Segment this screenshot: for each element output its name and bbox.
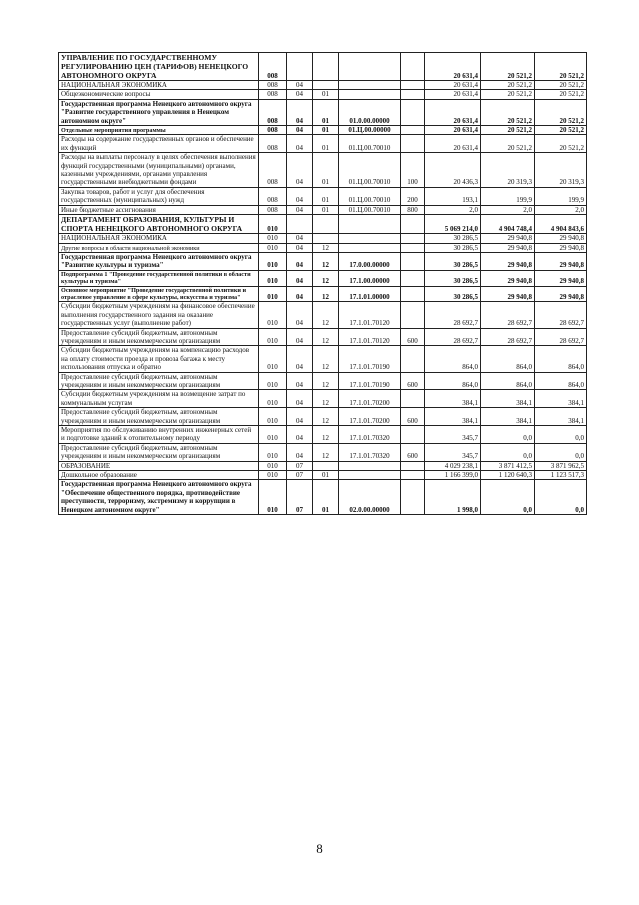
row-name-cell: Предоставление субсидий бюджетным, автономным учреждениям и иным некоммерческим организациям — [59, 372, 259, 390]
expense-type-cell — [401, 135, 425, 153]
subsection-code-cell: 12 — [313, 243, 339, 252]
section-code-cell: 04 — [287, 234, 313, 243]
section-code-cell: 04 — [287, 90, 313, 99]
target-article-cell: 01.Ц.00.70010 — [339, 205, 401, 214]
section-code-cell: 04 — [287, 135, 313, 153]
expense-type-cell: 600 — [401, 372, 425, 390]
subsection-code-cell: 12 — [313, 390, 339, 408]
amount-cell-3: 29 940,8 — [535, 243, 587, 252]
amount-cell-3: 0,0 — [535, 480, 587, 515]
amount-cell-2: 20 319,3 — [481, 153, 535, 188]
target-article-cell — [339, 90, 401, 99]
target-article-cell: 01.0.00.00000 — [339, 99, 401, 125]
table-row — [59, 471, 587, 480]
table-row — [59, 135, 587, 153]
amount-cell-2: 4 904 748,4 — [481, 215, 535, 234]
amount-cell-1: 20 631,4 — [425, 126, 481, 135]
expense-type-cell: 600 — [401, 328, 425, 346]
amount-cell-1: 30 286,5 — [425, 270, 481, 286]
amount-cell-3: 0,0 — [535, 426, 587, 444]
subsection-code-cell: 12 — [313, 302, 339, 328]
target-article-cell: 17.1.01.70120 — [339, 302, 401, 328]
amount-cell-3: 28 692,7 — [535, 302, 587, 328]
amount-cell-1: 20 631,4 — [425, 81, 481, 90]
target-article-cell — [339, 471, 401, 480]
amount-cell-3: 20 521,2 — [535, 90, 587, 99]
amount-cell-1: 345,7 — [425, 426, 481, 444]
amount-cell-2: 3 871 412,5 — [481, 461, 535, 470]
table-row — [59, 270, 587, 286]
table-row — [59, 408, 587, 426]
section-code-cell: 04 — [287, 153, 313, 188]
expense-type-cell — [401, 126, 425, 135]
amount-cell-2: 20 521,2 — [481, 126, 535, 135]
ministry-code-cell: 010 — [259, 390, 287, 408]
amount-cell-1: 30 286,5 — [425, 243, 481, 252]
amount-cell-3: 29 940,8 — [535, 286, 587, 302]
amount-cell-2: 20 521,2 — [481, 53, 535, 81]
page-number: 8 — [316, 841, 323, 856]
ministry-code-cell: 010 — [259, 443, 287, 461]
section-code-cell: 04 — [287, 81, 313, 90]
table-row — [59, 372, 587, 390]
section-code-cell: 04 — [287, 408, 313, 426]
amount-cell-2: 199,9 — [481, 187, 535, 205]
subsection-code-cell: 01 — [313, 99, 339, 125]
subsection-code-cell: 01 — [313, 126, 339, 135]
row-name-cell: Закупка товаров, работ и услуг для обеспечения государственных (муниципальных) нужд — [59, 187, 259, 205]
row-name-cell: Расходы на выплаты персоналу в целях обеспечения выполнения функций государственными (муниципальными) органами, казенными учреждениями, органами управления государственными внебюджетными фондами — [59, 153, 259, 188]
expense-type-cell — [401, 99, 425, 125]
expense-type-cell — [401, 426, 425, 444]
amount-cell-2: 20 521,2 — [481, 135, 535, 153]
amount-cell-2: 864,0 — [481, 346, 535, 372]
amount-cell-1: 384,1 — [425, 390, 481, 408]
target-article-cell — [339, 53, 401, 81]
ministry-code-cell: 010 — [259, 471, 287, 480]
table-row — [59, 187, 587, 205]
table-row — [59, 234, 587, 243]
expense-type-cell: 200 — [401, 187, 425, 205]
table-row — [59, 286, 587, 302]
amount-cell-3: 29 940,8 — [535, 234, 587, 243]
ministry-code-cell: 008 — [259, 205, 287, 214]
amount-cell-3: 20 521,2 — [535, 126, 587, 135]
amount-cell-2: 864,0 — [481, 372, 535, 390]
target-article-cell: 01.Ц.00.00000 — [339, 126, 401, 135]
subsection-code-cell: 01 — [313, 187, 339, 205]
row-name-cell: Дошкольное образование — [59, 471, 259, 480]
amount-cell-1: 864,0 — [425, 346, 481, 372]
subsection-code-cell: 01 — [313, 135, 339, 153]
subsection-code-cell: 12 — [313, 443, 339, 461]
expense-type-cell: 100 — [401, 153, 425, 188]
table-row — [59, 328, 587, 346]
table-row — [59, 346, 587, 372]
amount-cell-3: 20 521,2 — [535, 81, 587, 90]
expense-type-cell — [401, 471, 425, 480]
ministry-code-cell: 010 — [259, 461, 287, 470]
table-row — [59, 99, 587, 125]
target-article-cell: 17.1.01.70200 — [339, 390, 401, 408]
amount-cell-3: 864,0 — [535, 372, 587, 390]
amount-cell-1: 4 029 238,1 — [425, 461, 481, 470]
table-row — [59, 205, 587, 214]
table-row — [59, 53, 587, 81]
subsection-code-cell — [313, 234, 339, 243]
subsection-code-cell — [313, 461, 339, 470]
ministry-code-cell: 008 — [259, 81, 287, 90]
table-row — [59, 90, 587, 99]
expense-type-cell — [401, 461, 425, 470]
table-row — [59, 461, 587, 470]
table-row — [59, 390, 587, 408]
target-article-cell: 01.Ц.00.70010 — [339, 153, 401, 188]
expense-type-cell — [401, 90, 425, 99]
amount-cell-1: 30 286,5 — [425, 286, 481, 302]
subsection-code-cell: 12 — [313, 328, 339, 346]
amount-cell-1: 20 631,4 — [425, 53, 481, 81]
row-name-cell: Предоставление субсидий бюджетным, автономным учреждениям и иным некоммерческим организациям — [59, 408, 259, 426]
ministry-code-cell: 010 — [259, 286, 287, 302]
amount-cell-2: 20 521,2 — [481, 81, 535, 90]
target-article-cell: 17.1.01.70190 — [339, 372, 401, 390]
subsection-code-cell: 12 — [313, 286, 339, 302]
amount-cell-2: 1 120 640,3 — [481, 471, 535, 480]
row-name-cell: Государственная программа Ненецкого автономного округа "Развитие государственного управления в Ненецком автономном округе" — [59, 99, 259, 125]
expense-type-cell: 600 — [401, 443, 425, 461]
row-name-cell: Основное мероприятие "Проведение государственной политики и отраслевое управление в сфере культуры, искусства и туризма" — [59, 286, 259, 302]
amount-cell-2: 0,0 — [481, 426, 535, 444]
amount-cell-2: 0,0 — [481, 443, 535, 461]
target-article-cell: 17.1.01.70320 — [339, 443, 401, 461]
subsection-code-cell — [313, 81, 339, 90]
expense-type-cell — [401, 480, 425, 515]
ministry-code-cell: 010 — [259, 252, 287, 270]
amount-cell-3: 0,0 — [535, 443, 587, 461]
ministry-code-cell: 010 — [259, 270, 287, 286]
amount-cell-2: 384,1 — [481, 408, 535, 426]
expense-type-cell — [401, 390, 425, 408]
expense-type-cell — [401, 81, 425, 90]
section-code-cell: 04 — [287, 243, 313, 252]
amount-cell-1: 2,0 — [425, 205, 481, 214]
expense-type-cell — [401, 286, 425, 302]
amount-cell-2: 29 940,8 — [481, 252, 535, 270]
amount-cell-2: 29 940,8 — [481, 270, 535, 286]
table-row — [59, 252, 587, 270]
table-body — [59, 53, 587, 515]
amount-cell-1: 345,7 — [425, 443, 481, 461]
row-name-cell: Государственная программа Ненецкого автономного округа "Обеспечение общественного порядка, противодействие преступности, терроризму, экстремизму и коррупции в Ненецком автономном округе" — [59, 480, 259, 515]
ministry-code-cell: 010 — [259, 302, 287, 328]
target-article-cell: 17.1.01.70190 — [339, 346, 401, 372]
subsection-code-cell: 12 — [313, 426, 339, 444]
amount-cell-3: 2,0 — [535, 205, 587, 214]
row-name-cell: Общеэкономические вопросы — [59, 90, 259, 99]
ministry-code-cell: 008 — [259, 53, 287, 81]
amount-cell-3: 29 940,8 — [535, 252, 587, 270]
subsection-code-cell: 12 — [313, 346, 339, 372]
table-row — [59, 81, 587, 90]
amount-cell-2: 29 940,8 — [481, 243, 535, 252]
ministry-code-cell: 008 — [259, 126, 287, 135]
section-code-cell: 04 — [287, 99, 313, 125]
amount-cell-2: 28 692,7 — [481, 328, 535, 346]
amount-cell-1: 5 069 214,0 — [425, 215, 481, 234]
expense-type-cell — [401, 270, 425, 286]
amount-cell-1: 864,0 — [425, 372, 481, 390]
ministry-code-cell: 010 — [259, 243, 287, 252]
target-article-cell: 01.Ц.00.70010 — [339, 135, 401, 153]
amount-cell-1: 20 436,3 — [425, 153, 481, 188]
target-article-cell — [339, 215, 401, 234]
amount-cell-3: 20 521,2 — [535, 53, 587, 81]
target-article-cell — [339, 234, 401, 243]
target-article-cell: 17.1.00.00000 — [339, 270, 401, 286]
amount-cell-2: 20 521,2 — [481, 99, 535, 125]
expense-type-cell — [401, 243, 425, 252]
subsection-code-cell — [313, 215, 339, 234]
target-article-cell: 01.Ц.00.70010 — [339, 187, 401, 205]
target-article-cell: 17.1.01.70200 — [339, 408, 401, 426]
section-code-cell: 04 — [287, 372, 313, 390]
ministry-code-cell: 010 — [259, 426, 287, 444]
expense-type-cell — [401, 215, 425, 234]
target-article-cell: 17.0.00.00000 — [339, 252, 401, 270]
ministry-code-cell: 008 — [259, 99, 287, 125]
section-code-cell: 04 — [287, 187, 313, 205]
amount-cell-2: 29 940,8 — [481, 234, 535, 243]
ministry-code-cell: 010 — [259, 480, 287, 515]
row-name-cell: Иные бюджетные ассигнования — [59, 205, 259, 214]
amount-cell-1: 20 631,4 — [425, 99, 481, 125]
row-name-cell: Подпрограмма 1 "Проведение государственной политики в области культуры и туризма" — [59, 270, 259, 286]
amount-cell-2: 20 521,2 — [481, 90, 535, 99]
table-row — [59, 426, 587, 444]
subsection-code-cell: 12 — [313, 372, 339, 390]
section-code-cell: 04 — [287, 126, 313, 135]
amount-cell-1: 20 631,4 — [425, 90, 481, 99]
amount-cell-2: 28 692,7 — [481, 302, 535, 328]
subsection-code-cell: 01 — [313, 153, 339, 188]
subsection-code-cell: 12 — [313, 252, 339, 270]
ministry-code-cell: 008 — [259, 90, 287, 99]
table-row — [59, 302, 587, 328]
target-article-cell — [339, 243, 401, 252]
section-code-cell: 04 — [287, 426, 313, 444]
amount-cell-1: 193,1 — [425, 187, 481, 205]
amount-cell-3: 864,0 — [535, 346, 587, 372]
table-row — [59, 443, 587, 461]
target-article-cell: 02.0.00.00000 — [339, 480, 401, 515]
section-code-cell: 04 — [287, 346, 313, 372]
row-name-cell: Государственная программа Ненецкого автономного округа "Развитие культуры и туризма" — [59, 252, 259, 270]
row-name-cell: Субсидии бюджетным учреждениям на финансовое обеспечение выполнения государственного задания на оказание государственных услуг (выполнение работ) — [59, 302, 259, 328]
row-name-cell: Предоставление субсидий бюджетным, автономным учреждениям и иным некоммерческим организациям — [59, 328, 259, 346]
section-code-cell: 04 — [287, 390, 313, 408]
ministry-code-cell: 010 — [259, 215, 287, 234]
row-name-cell: Субсидии бюджетным учреждениям на компенсацию расходов на оплату стоимости проезда и провоза багажа к месту использования отпуска и обратно — [59, 346, 259, 372]
row-name-cell: ДЕПАРТАМЕНТ ОБРАЗОВАНИЯ, КУЛЬТУРЫ И СПОРТА НЕНЕЦКОГО АВТОНОМНОГО ОКРУГА — [59, 215, 259, 234]
section-code-cell: 04 — [287, 286, 313, 302]
amount-cell-3: 29 940,8 — [535, 270, 587, 286]
ministry-code-cell: 010 — [259, 328, 287, 346]
target-article-cell: 17.1.01.70120 — [339, 328, 401, 346]
target-article-cell: 17.1.01.70320 — [339, 426, 401, 444]
amount-cell-2: 2,0 — [481, 205, 535, 214]
subsection-code-cell: 01 — [313, 205, 339, 214]
row-name-cell: УПРАВЛЕНИЕ ПО ГОСУДАРСТВЕННОМУ РЕГУЛИРОВАНИЮ ЦЕН (ТАРИФОВ) НЕНЕЦКОГО АВТОНОМНОГО ОКРУГА — [59, 53, 259, 81]
section-code-cell: 04 — [287, 443, 313, 461]
subsection-code-cell: 01 — [313, 90, 339, 99]
section-code-cell: 07 — [287, 471, 313, 480]
row-name-cell: НАЦИОНАЛЬНАЯ ЭКОНОМИКА — [59, 234, 259, 243]
table-row — [59, 243, 587, 252]
subsection-code-cell: 12 — [313, 408, 339, 426]
ministry-code-cell: 010 — [259, 346, 287, 372]
section-code-cell — [287, 215, 313, 234]
subsection-code-cell: 01 — [313, 471, 339, 480]
expense-type-cell — [401, 302, 425, 328]
amount-cell-1: 30 286,5 — [425, 234, 481, 243]
amount-cell-1: 1 166 399,0 — [425, 471, 481, 480]
section-code-cell: 07 — [287, 480, 313, 515]
budget-table — [58, 52, 587, 515]
row-name-cell: Расходы на содержание государственных органов и обеспечение их функций — [59, 135, 259, 153]
amount-cell-1: 28 692,7 — [425, 328, 481, 346]
amount-cell-3: 1 123 517,3 — [535, 471, 587, 480]
row-name-cell: Мероприятия по обслуживанию внутренних инженерных сетей и подготовке зданий к отопительному периоду — [59, 426, 259, 444]
subsection-code-cell: 01 — [313, 480, 339, 515]
section-code-cell: 04 — [287, 270, 313, 286]
expense-type-cell — [401, 252, 425, 270]
amount-cell-3: 4 904 843,6 — [535, 215, 587, 234]
target-article-cell — [339, 461, 401, 470]
ministry-code-cell: 010 — [259, 408, 287, 426]
ministry-code-cell: 008 — [259, 135, 287, 153]
amount-cell-3: 3 871 962,5 — [535, 461, 587, 470]
table-row — [59, 153, 587, 188]
amount-cell-3: 20 521,2 — [535, 135, 587, 153]
row-name-cell: Субсидии бюджетным учреждениям на возмещение затрат по коммунальным услугам — [59, 390, 259, 408]
amount-cell-1: 28 692,7 — [425, 302, 481, 328]
amount-cell-3: 20 319,3 — [535, 153, 587, 188]
table-row — [59, 215, 587, 234]
table-row — [59, 126, 587, 135]
amount-cell-3: 20 521,2 — [535, 99, 587, 125]
section-code-cell: 04 — [287, 302, 313, 328]
expense-type-cell: 800 — [401, 205, 425, 214]
amount-cell-1: 1 998,0 — [425, 480, 481, 515]
subsection-code-cell: 12 — [313, 270, 339, 286]
ministry-code-cell: 008 — [259, 153, 287, 188]
ministry-code-cell: 010 — [259, 234, 287, 243]
section-code-cell: 04 — [287, 328, 313, 346]
section-code-cell: 04 — [287, 252, 313, 270]
expense-type-cell — [401, 234, 425, 243]
ministry-code-cell: 008 — [259, 187, 287, 205]
target-article-cell: 17.1.01.00000 — [339, 286, 401, 302]
amount-cell-3: 28 692,7 — [535, 328, 587, 346]
row-name-cell: Другие вопросы в области национальной экономики — [59, 243, 259, 252]
expense-type-cell: 600 — [401, 408, 425, 426]
amount-cell-1: 30 286,5 — [425, 252, 481, 270]
amount-cell-3: 384,1 — [535, 408, 587, 426]
expense-type-cell — [401, 346, 425, 372]
section-code-cell: 04 — [287, 205, 313, 214]
subsection-code-cell — [313, 53, 339, 81]
amount-cell-3: 384,1 — [535, 390, 587, 408]
row-name-cell: НАЦИОНАЛЬНАЯ ЭКОНОМИКА — [59, 81, 259, 90]
row-name-cell: ОБРАЗОВАНИЕ — [59, 461, 259, 470]
row-name-cell: Предоставление субсидий бюджетным, автономным учреждениям и иным некоммерческим организациям — [59, 443, 259, 461]
amount-cell-2: 384,1 — [481, 390, 535, 408]
ministry-code-cell: 010 — [259, 372, 287, 390]
row-name-cell: Отдельные мероприятия программы — [59, 126, 259, 135]
amount-cell-3: 199,9 — [535, 187, 587, 205]
target-article-cell — [339, 81, 401, 90]
expense-type-cell — [401, 53, 425, 81]
amount-cell-1: 20 631,4 — [425, 135, 481, 153]
section-code-cell: 07 — [287, 461, 313, 470]
amount-cell-1: 384,1 — [425, 408, 481, 426]
section-code-cell — [287, 53, 313, 81]
amount-cell-2: 29 940,8 — [481, 286, 535, 302]
amount-cell-2: 0,0 — [481, 480, 535, 515]
table-row — [59, 480, 587, 515]
